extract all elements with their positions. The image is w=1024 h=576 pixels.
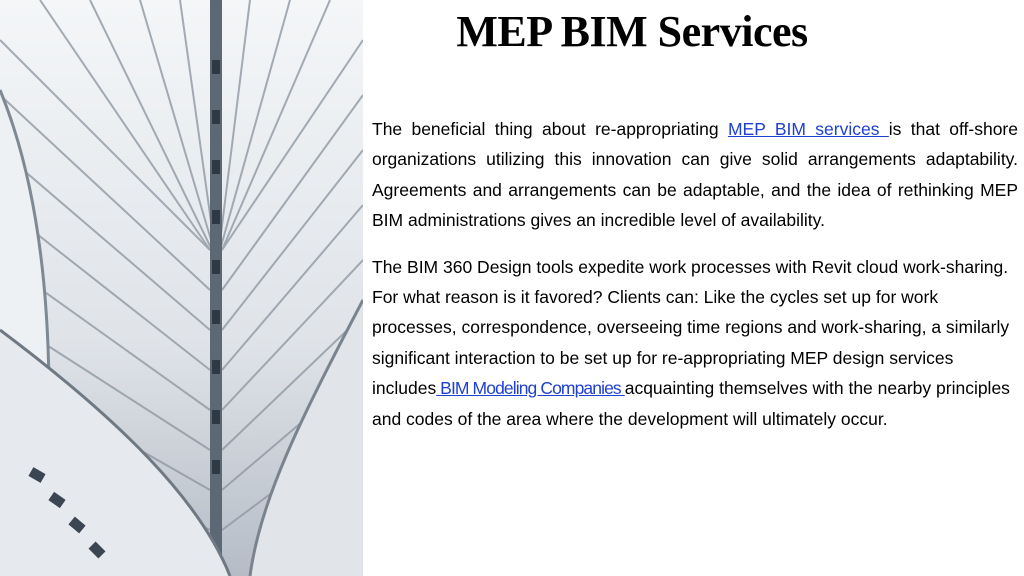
paragraph-text: The BIM 360 Design tools expedite work processes with Revit cloud work-sharing. For what reason is it favored? Clients can: Like the cycles set up for work processes, correspondence, overseeing time regions and work-sharing, a similarly significant interaction to be set up for re-appropriating MEP design services includes [372,256,1010,399]
paragraph-text: acquainting themselves with the nearby principles and codes of the area where the development will ultimately occur. [372,378,1010,429]
bim-modeling-companies-link[interactable]: BIM Modeling Companies [436,378,625,399]
mep-bim-services-link[interactable]: MEP BIM services [727,119,889,139]
paragraph-bim360 [372,252,1018,434]
paragraph-text: The beneficial thing about re-appropriating [372,119,728,139]
body-text [372,114,1018,434]
page-title: MEP BIM Services [456,7,808,56]
architecture-photo [0,0,363,576]
paragraph-text: is that off-shore organizations utilizing this innovation can give solid arrangements adaptability. Agreements and arrangements can be adaptable, and the idea of rethinking MEP BIM administrations gives an incredible level of availability. [372,119,1018,231]
paragraph-outsourcing [372,114,1018,236]
